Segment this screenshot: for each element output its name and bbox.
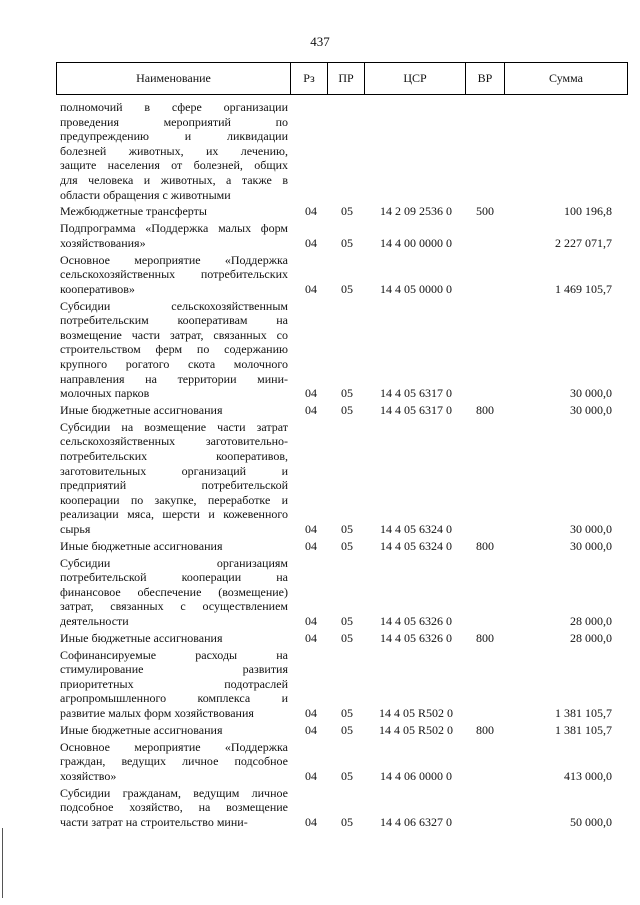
row-csr: 14 4 05 R502 0 bbox=[378, 722, 453, 737]
row-csr: 14 4 05 0000 0 bbox=[380, 281, 452, 296]
row-csr: 14 4 05 6324 0 bbox=[380, 522, 452, 536]
row-rz: 04 bbox=[305, 522, 317, 536]
row-sum: 30 000,0 bbox=[570, 403, 612, 417]
row-name-line: затрат, связанных с осуществлением bbox=[60, 599, 288, 614]
row-name bbox=[60, 221, 288, 250]
row-name-line: сельскохозяйственных потребительских bbox=[60, 267, 288, 282]
row-name-line: для человека и животных, а также в bbox=[60, 172, 288, 187]
row-name-line: Подпрограмма «Поддержка малых форм bbox=[60, 221, 288, 236]
row-name-line: Иные бюджетные ассигнования bbox=[60, 722, 223, 737]
row-pr: 05 bbox=[341, 538, 353, 553]
row-name-line: Основное мероприятие «Поддержка bbox=[60, 252, 288, 267]
row-pr: 05 bbox=[341, 204, 353, 219]
row-rz: 04 bbox=[305, 768, 317, 783]
table-row bbox=[0, 740, 640, 784]
row-csr: 14 4 05 6317 0 bbox=[380, 403, 452, 417]
row-pr: 05 bbox=[341, 235, 353, 250]
row-name-line: возмещение части затрат, связанных со bbox=[60, 327, 288, 342]
row-name-line: Субсидии на возмещение части затрат bbox=[60, 419, 288, 434]
scan-margin-line bbox=[2, 828, 3, 898]
row-pr: 05 bbox=[341, 281, 353, 296]
row-rz: 04 bbox=[305, 386, 317, 401]
row-name bbox=[60, 100, 288, 202]
row-name-line: проведения мероприятий по bbox=[60, 114, 288, 129]
row-name-line: полномочий в сфере организации bbox=[60, 100, 288, 114]
row-rz: 04 bbox=[305, 614, 317, 628]
row-sum: 1 381 105,7 bbox=[555, 706, 612, 720]
row-name-line: кооперации по закупке, переработке и bbox=[60, 492, 288, 507]
row-name-line: реализации мяса, шерсти и кожевенного bbox=[60, 507, 288, 522]
row-name-line: области обращения с животными bbox=[60, 187, 231, 202]
row-sum: 413 000,0 bbox=[564, 768, 612, 783]
page-number: 437 bbox=[310, 34, 330, 49]
table-header bbox=[56, 62, 628, 95]
row-sum: 1 381 105,7 bbox=[555, 722, 612, 737]
row-name bbox=[60, 403, 288, 418]
row-name bbox=[60, 740, 288, 784]
row-rz: 04 bbox=[305, 722, 317, 737]
row-name bbox=[60, 723, 288, 738]
row-name-line: хозяйство» bbox=[60, 768, 117, 783]
row-name-line: Субсидии гражданам, ведущим личное bbox=[60, 785, 288, 800]
header-name: Наименование bbox=[136, 71, 211, 85]
row-pr: 05 bbox=[341, 522, 353, 536]
row-rz: 04 bbox=[305, 630, 317, 645]
row-name bbox=[60, 539, 288, 554]
row-sum: 1 469 105,7 bbox=[555, 281, 612, 296]
row-csr: 14 4 06 6327 0 bbox=[380, 814, 452, 829]
row-rz: 04 bbox=[305, 814, 317, 829]
row-name-line: деятельности bbox=[60, 613, 129, 628]
row-vr: 800 bbox=[476, 722, 494, 737]
row-sum: 50 000,0 bbox=[570, 814, 612, 829]
header-sum: Сумма bbox=[549, 71, 583, 85]
row-name-line: защите населения от болезней, общих bbox=[60, 158, 288, 173]
row-name-line: молочных парков bbox=[60, 386, 150, 401]
row-sum: 30 000,0 bbox=[570, 386, 612, 401]
table-row bbox=[0, 253, 640, 297]
row-name bbox=[60, 648, 288, 721]
row-name-line: Субсидии сельскохозяйственным bbox=[60, 298, 288, 313]
row-csr: 14 4 05 6317 0 bbox=[380, 386, 452, 401]
row-name-line: потребительской кооперации на bbox=[60, 570, 288, 585]
row-name-line: подсобное хозяйство, на возмещение bbox=[60, 800, 288, 815]
row-name-line: направления на территории мини- bbox=[60, 371, 288, 386]
row-name-line: сельскохозяйственных заготовительно- bbox=[60, 434, 288, 449]
row-csr: 14 2 09 2536 0 bbox=[380, 204, 452, 219]
row-name-line: Иные бюджетные ассигнования bbox=[60, 538, 223, 553]
table-row bbox=[0, 723, 640, 738]
row-name-line: Софинансируемые расходы на bbox=[60, 647, 288, 662]
table-row bbox=[0, 786, 640, 830]
row-name-line: Субсидии организациям bbox=[60, 555, 288, 570]
row-pr: 05 bbox=[341, 630, 353, 645]
row-name-line: Межбюджетные трансферты bbox=[60, 204, 207, 219]
row-name bbox=[60, 786, 288, 830]
table-row bbox=[0, 100, 640, 202]
row-name-line: граждан, ведущих личное подсобное bbox=[60, 754, 288, 769]
row-name-line: хозяйствования» bbox=[60, 235, 146, 250]
row-name-line: приоритетных подотраслей bbox=[60, 676, 288, 691]
row-name-line: агропромышленного комплекса и bbox=[60, 691, 288, 706]
row-sum: 100 196,8 bbox=[564, 204, 612, 219]
row-sum: 2 227 071,7 bbox=[555, 235, 612, 250]
row-rz: 04 bbox=[305, 538, 317, 553]
row-pr: 05 bbox=[341, 614, 353, 628]
row-sum: 30 000,0 bbox=[570, 522, 612, 536]
header-csr: ЦСР bbox=[403, 71, 427, 85]
row-pr: 05 bbox=[341, 814, 353, 829]
row-sum: 30 000,0 bbox=[570, 538, 612, 553]
table-row bbox=[0, 420, 640, 537]
row-csr: 14 4 05 6324 0 bbox=[380, 538, 452, 553]
row-name-line: части затрат на строительство мини- bbox=[60, 814, 248, 829]
row-name bbox=[60, 253, 288, 297]
row-name-line: предупреждению и ликвидации bbox=[60, 129, 288, 144]
row-name bbox=[60, 631, 288, 646]
table-row bbox=[0, 539, 640, 554]
row-rz: 04 bbox=[305, 281, 317, 296]
row-name-line: Основное мероприятие «Поддержка bbox=[60, 739, 288, 754]
table-row bbox=[0, 221, 640, 250]
row-rz: 04 bbox=[305, 403, 317, 417]
row-pr: 05 bbox=[341, 403, 353, 417]
row-csr: 14 4 00 0000 0 bbox=[380, 235, 452, 250]
header-rz: Рз bbox=[303, 71, 315, 85]
table-row bbox=[0, 556, 640, 629]
row-pr: 05 bbox=[341, 768, 353, 783]
row-name-line: сырья bbox=[60, 521, 91, 536]
row-name-line: крупного рогатого скота молочного bbox=[60, 356, 288, 371]
row-rz: 04 bbox=[305, 706, 317, 720]
row-name-line: Иные бюджетные ассигнования bbox=[60, 403, 223, 417]
row-name-line: финансовое обеспечение (возмещение) bbox=[60, 584, 288, 599]
row-csr: 14 4 05 6326 0 bbox=[380, 630, 452, 645]
row-name bbox=[60, 556, 288, 629]
header-pr: ПР bbox=[338, 71, 354, 85]
row-name-line: стимулирование развития bbox=[60, 662, 288, 677]
row-name-line: предприятий потребительской bbox=[60, 478, 288, 493]
row-name bbox=[60, 204, 288, 219]
row-sum: 28 000,0 bbox=[570, 614, 612, 628]
row-name-line: кооперативов» bbox=[60, 281, 135, 296]
row-name bbox=[60, 420, 288, 537]
row-csr: 14 4 05 R502 0 bbox=[378, 706, 453, 720]
row-name-line: болезней животных, их лечению, bbox=[60, 143, 288, 158]
row-csr: 14 4 05 6326 0 bbox=[380, 614, 452, 628]
row-name bbox=[60, 299, 288, 401]
row-name-line: строительством ферм по содержанию bbox=[60, 342, 288, 357]
row-rz: 04 bbox=[305, 235, 317, 250]
table-row bbox=[0, 648, 640, 721]
table-row bbox=[0, 403, 640, 418]
row-name-line: развитие малых форм хозяйствования bbox=[60, 705, 254, 720]
row-pr: 05 bbox=[341, 706, 353, 720]
table-row bbox=[0, 299, 640, 401]
row-vr: 800 bbox=[476, 403, 494, 417]
header-vr: ВР bbox=[477, 71, 493, 85]
row-vr: 800 bbox=[476, 630, 494, 645]
row-vr: 500 bbox=[476, 204, 494, 219]
row-name-line: потребительским кооперативам на bbox=[60, 313, 288, 328]
row-sum: 28 000,0 bbox=[570, 630, 612, 645]
row-rz: 04 bbox=[305, 204, 317, 219]
row-name-line: заготовительных организаций и bbox=[60, 463, 288, 478]
row-name-line: Иные бюджетные ассигнования bbox=[60, 630, 223, 645]
row-vr: 800 bbox=[476, 538, 494, 553]
table-row bbox=[0, 204, 640, 219]
table-row bbox=[0, 631, 640, 646]
row-csr: 14 4 06 0000 0 bbox=[380, 768, 452, 783]
row-pr: 05 bbox=[341, 722, 353, 737]
row-name-line: потребительских кооперативов, bbox=[60, 448, 288, 463]
row-pr: 05 bbox=[341, 386, 353, 401]
